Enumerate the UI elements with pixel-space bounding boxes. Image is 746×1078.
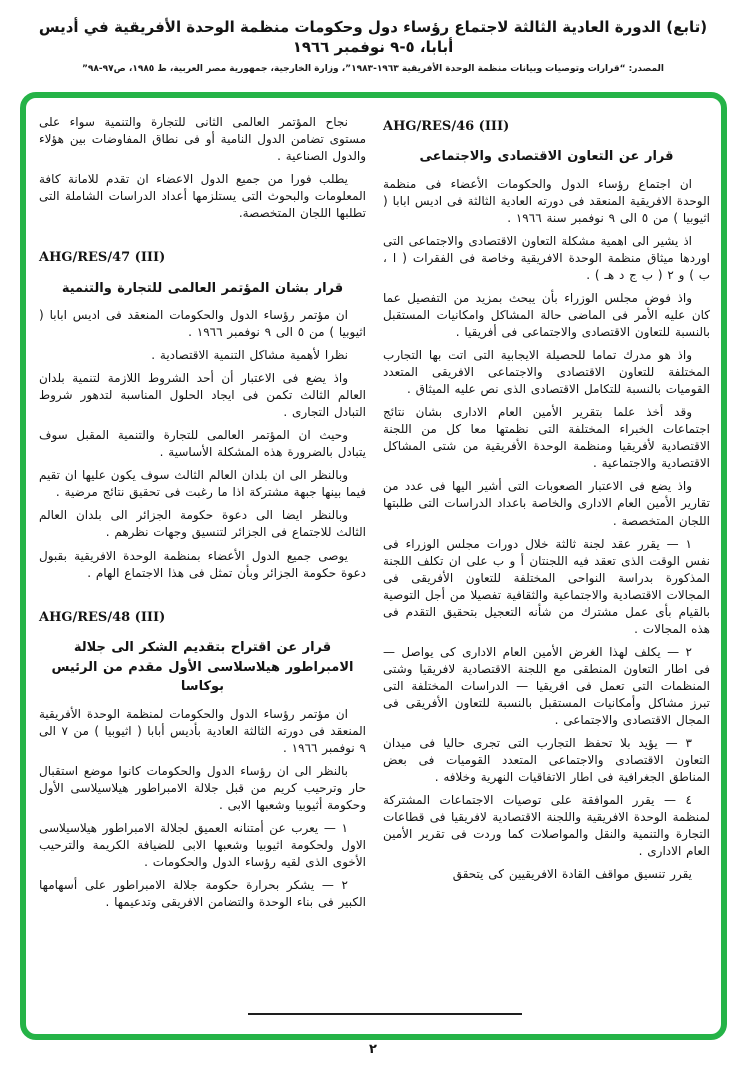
- numbered-clause: ٣ — يؤيد بلا تحفظ التجارب التى تجرى حاليا فى ميدان التعاون الاقتصادى والاجتماعى المتعدد القوميات فى بعض المناطق الجغرافية فى اطار الاتفاقيات النهرية وخلافه .: [383, 735, 710, 784]
- resolution-title: قرار عن التعاون الاقتصادى والاجتماعى: [419, 149, 674, 165]
- column-right: [383, 108, 710, 1034]
- paragraph: اذ يشير الى اهمية مشكلة التعاون الاقتصادى والاجتماعى التى اوردها ميثاق منظمة الوحدة الافريقية وخاصة فى الفقرات ( ا ، ب ) و ٢ ( ب ج د هـ ) .: [383, 234, 710, 283]
- numbered-clause: ٢ — يكلف لهذا الغرض الأمين العام الادارى كى يواصل — فى اطار التعاون المنطقى مع اللجنة الاقتصادية لافريقيا وشتى المنظمات التى تعمل فى افريقيا — الدراسات المختلفة التى تبرز مشاكل وأمكانيات المستقبل بالنسبة للتعاون الأفريقى فى المجال الاقتصادى والاجتماعى .: [383, 644, 710, 727]
- paragraph: وحيث ان المؤتمر العالمى للتجارة والتنمية المقبل سوف يتبادل بالضرورة هذه المشكلة الأساسية .: [39, 428, 366, 460]
- paragraph: بالنظر الى ان رؤساء الدول والحكومات كانوا موضع استقبال حار وترحيب كريم من قبل جلالة الامبراطور هيلاسيلاسى الأول وحكومة أثيوبيا وشعبها الابى .: [39, 763, 366, 812]
- paragraph: واذ فوض مجلس الوزراء بأن يبحث بمزيد من التفصيل عما كان عليه الأمر فى الماضى حالة المشاكل وامكانيات المستقبل بالنسبة للتعاون الاقتصادى والاجتماعى فى أفريقيا .: [383, 291, 710, 340]
- document-header: [0, 0, 746, 74]
- paragraph: نجاح المؤتمر العالمى الثانى للتجارة والتنمية سواء على مستوى تضامن الدول النامية أو فى نطاق المفاوضات بين هؤلاء والدول الصناعية .: [39, 115, 366, 164]
- paragraph: وقد أخذ علما بتقرير الأمين العام الادارى بشان نتائج اجتماعات الخبراء المختلفة التى نظمتها معا كل من اللجنة الاقتصادية لأفريقيا ومنظمة الوحدة الأفريقية من شتى المشاكل الاقتصادية والاجتماعية .: [383, 405, 710, 471]
- paragraph: ان مؤتمر رؤساء الدول والحكومات لمنظمة الوحدة الأفريقية المنعقد فى دورته الثالثة العادية بأديس أبابا ( اثيوبيا ) من ٧ الى ٩ نوفمبر ١٩٦٦ .: [39, 706, 366, 755]
- paragraph: يقرر تنسيق مواقف القادة الافريقيين كى يتحقق: [452, 867, 692, 882]
- paragraph: ان اجتماع رؤساء الدول والحكومات الأعضاء فى منظمة الوحدة الافريقية المنعقد فى دورته العادية الثالثة فى اديس ابابا ( اثيوبيا ) من ٥ الى ٩ نوفمبر سنة ١٩٦٦ .: [383, 176, 710, 226]
- numbered-clause: ١ — يقرر عقد لجنة ثالثة خلال دورات مجلس الوزراء فى نفس الوقت الذى تعقد فيه اللجنتان أ و ب على ان تكلف اللجنة المذكورة بدراسة النواحى المختلفة للتعاون الأفريقى فى المجالات الاقتصادية والاجتماعية والثقافية تفصيلا من أجل التوصية بالقيام بأى عمل مشترك من شأنه التعجيل بتحقيق التقدم فى هذه المجالات .: [383, 536, 710, 636]
- paragraph: يطلب فورا من جميع الدول الاعضاء ان تقدم للامانة كافة المعلومات والبحوث التى يستلزمها أعداد الدراسات الشاملة التى تطلبها اللجان المتخصصة.: [39, 172, 366, 221]
- green-border-frame: [20, 92, 727, 1040]
- paragraph: وبالنظر الى ان بلدان العالم الثالث سوف يكون عليها ان تقيم فيما بينها جبهة مشتركة اذا ما رغبت فى تحقيق نتائج مرضية .: [39, 468, 366, 500]
- paragraph: نظرا لأهمية مشاكل التنمية الاقتصادية .: [151, 348, 348, 363]
- paragraph: يوصى جميع الدول الأعضاء بمنظمة الوحدة الافريقية بقبول دعوة حكومة الجزائر وبأن تمثل فى هذا الاجتماع الهام .: [39, 548, 366, 580]
- header-source-citation: المصدر: “قرارات وتوصيات وبيانات منظمة الوحدة الأفريقية ١٩٦٣-١٩٨٣”، وزارة الخارجية، جمهورية مصر العربية، ط ١٩٨٥، ص٩٧-٩٨”: [81, 64, 664, 74]
- paragraph: ان مؤتمر رؤساء الدول والحكومات المنعقد فى اديس ابابا ( اثيوبيا ) من ٥ الى ٩ نوفمبر ١٩٦٦ .: [39, 308, 366, 340]
- page-number: ٢: [369, 1042, 377, 1057]
- paragraph: واذ يضع فى الاعتبار الصعوبات التى أشير اليها فى عدد من تقارير الأمين العام الادارى والخاصة باعداد الدراسات التى طلبتها اللجان المتخصصة .: [383, 479, 710, 528]
- resolution-code: AHG/RES/47 (III): [39, 250, 166, 266]
- numbered-clause: ٢ — يشكر بحرارة حكومة جلالة الامبراطور على أسهامها الكبير فى بناء الوحدة والتضامن الافريقى وتدعيمها .: [39, 877, 366, 909]
- resolution-title: قرار عن اقتراح بتقديم الشكر الى جلالة الامبراطور هيلاسلاسى الأول مقدم من الرئيس بوكاسا: [51, 640, 354, 695]
- resolution-title: قرار بشان المؤتمر العالمى للتجارة والتنمية: [61, 280, 344, 296]
- two-column-text-area: [26, 98, 721, 1034]
- resolution-code: AHG/RES/46 (III): [383, 119, 510, 134]
- column-left: [39, 108, 366, 1034]
- section-end-divider: [248, 1013, 522, 1015]
- paragraph: واذ هو مدرك تماما للحصيلة الايجابية التى اتت بها التجارب المختلفة للتعاون الاقتصادى والاجتماعى الافريقى المتعدد القوميات بالنسبة للتكامل الاقتصادى الذى نص عليه الميثاق .: [383, 348, 710, 397]
- resolution-code: AHG/RES/48 (III): [39, 609, 166, 625]
- paragraph: واذ يضع فى الاعتبار أن أحد الشروط اللازمة لتنمية بلدان العالم الثالث تكمن فى ايجاد الحلول المناسبة لتدهور شروط التبادل التجارى .: [39, 371, 366, 420]
- paragraph: وبالنظر ايضا الى دعوة حكومة الجزائر الى بلدان العالم الثالث للاجتماع فى الجزائر لتنسيق وجهات نظرهم .: [39, 508, 366, 540]
- numbered-clause: ٤ — يقرر الموافقة على توصيات الاجتماعات المشتركة لمنظمة الوحدة الافريقية واللجنة الاقتصادية لافريقيا فى قطاعات التجارة والتنمية والنقل والمواصلات كما وردت فى تقرير الأمين العام الادارى .: [383, 792, 710, 859]
- header-session-title: (تابع) الدورة العادية الثالثة لاجتماع رؤساء دول وحكومات منظمة الوحدة الأفريقية في أديس أبابا، ٥-٩ نوفمبر ١٩٦٦: [38, 18, 708, 56]
- numbered-clause: ١ — يعرب عن أمتنانه العميق لجلالة الامبراطور هيلاسيلاسى الاول ولحكومة اثيوبيا وشعبها الابى للضيافة الكريمة والترحيب الأخوى الذى لقيه رؤساء الدول والحكومات .: [39, 820, 366, 869]
